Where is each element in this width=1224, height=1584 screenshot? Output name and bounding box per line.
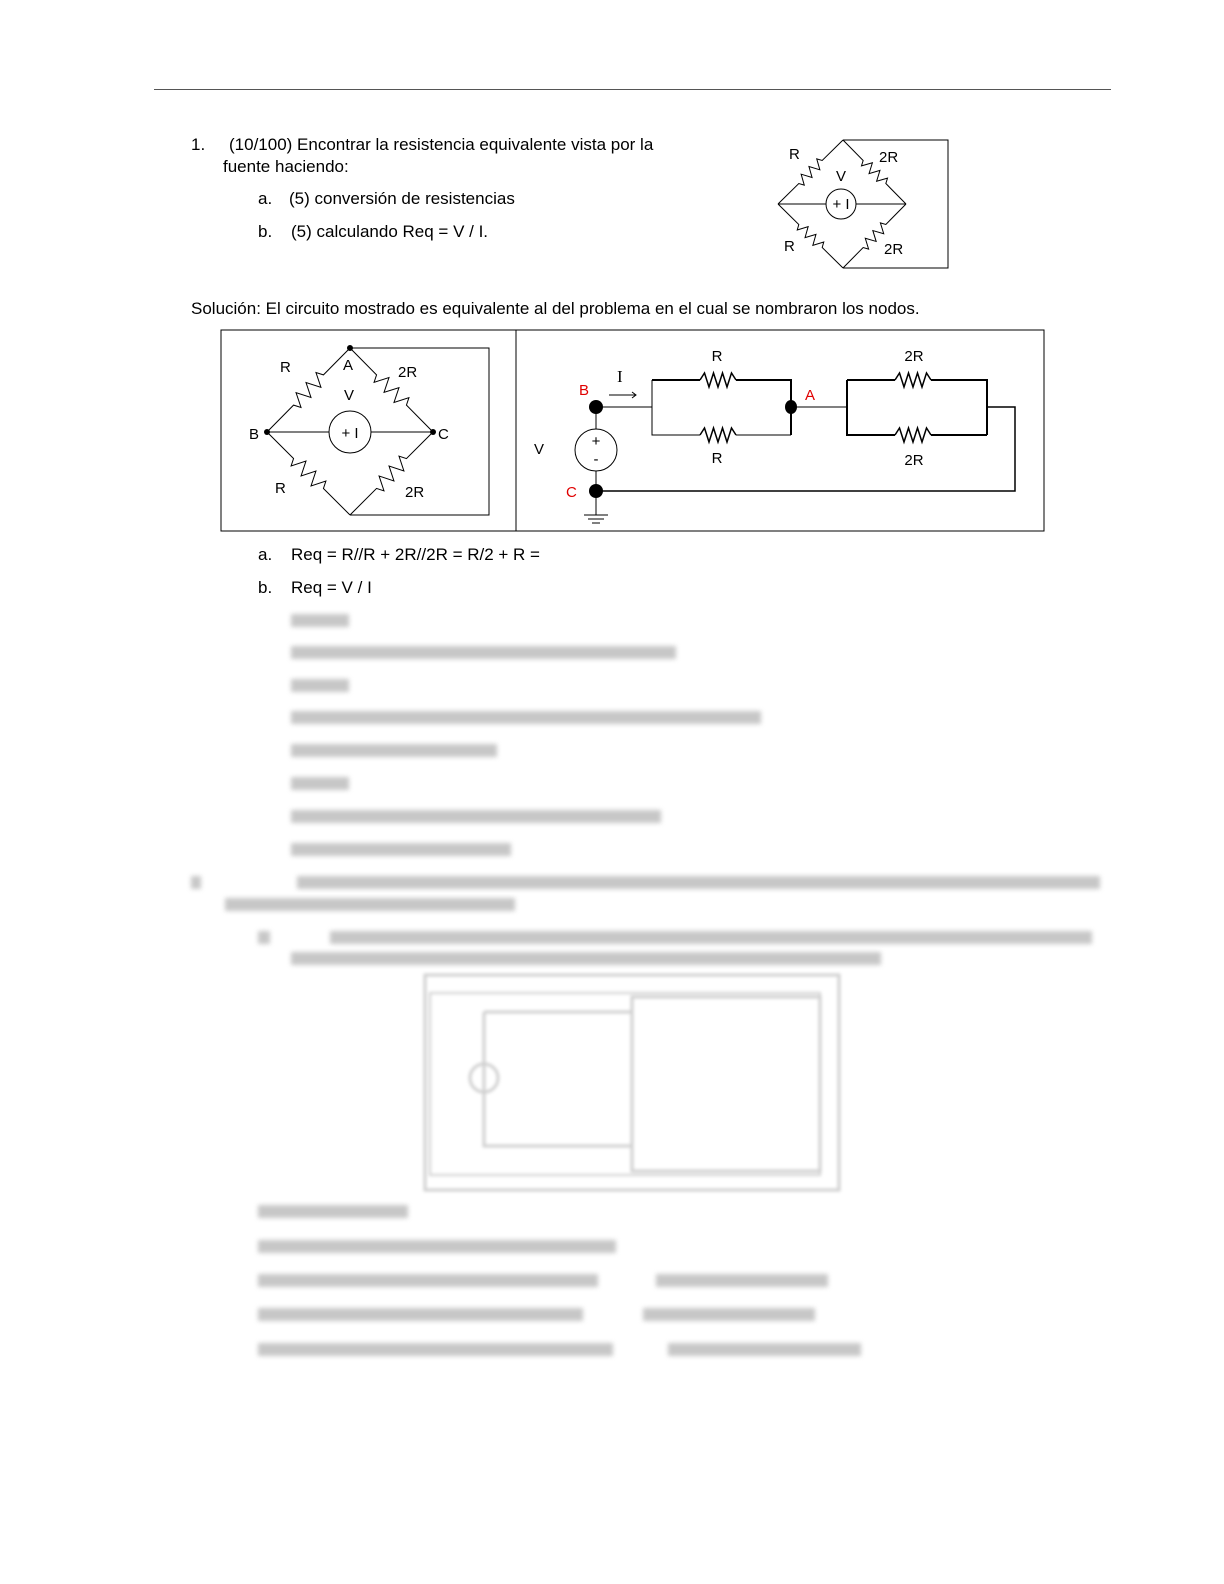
plus-sign: + bbox=[591, 433, 601, 450]
solution-text: Solución: El circuito mostrado es equivalente al del problema en el cual se nombraron los nodos. bbox=[191, 299, 920, 318]
equivalent-series-parallel-circuit bbox=[534, 348, 1015, 523]
solution-item-b-text: Req = V / I bbox=[291, 578, 372, 597]
label-r-bottom: R bbox=[711, 450, 723, 467]
problem-text-line1: (10/100) Encontrar la resistencia equivalente vista por la bbox=[229, 135, 654, 154]
item-a-marker: a. bbox=[258, 189, 273, 208]
problem-number: 1. bbox=[191, 135, 206, 154]
bridge-circuit-named-nodes bbox=[249, 345, 489, 515]
resistor-icon bbox=[895, 428, 931, 442]
resistor-icon bbox=[895, 373, 931, 387]
source-label: + I bbox=[832, 196, 850, 213]
label-2r-bottom: 2R bbox=[405, 484, 425, 501]
label-r-top: R bbox=[789, 146, 800, 163]
resistor-icon bbox=[700, 428, 736, 442]
blurred-figure bbox=[425, 975, 839, 1190]
label-r-top: R bbox=[280, 359, 291, 376]
current-arrow-icon bbox=[609, 392, 636, 398]
node-b-label: B bbox=[579, 382, 590, 399]
node-b-label: B bbox=[249, 426, 260, 443]
source-label: + I bbox=[341, 425, 359, 442]
label-2r-top: 2R bbox=[904, 348, 924, 365]
label-r-top: R bbox=[711, 348, 723, 365]
node-a-label: A bbox=[805, 387, 816, 404]
node-a-dot bbox=[785, 400, 797, 414]
current-label: I bbox=[617, 367, 623, 386]
problem-text-line2: fuente haciendo: bbox=[223, 157, 349, 176]
solution-item-a-text: Req = R//R + 2R//2R = R/2 + R = bbox=[291, 545, 540, 564]
resistor-icon bbox=[700, 373, 736, 387]
item-b-marker: b. bbox=[258, 222, 273, 241]
voltage-label: V bbox=[534, 441, 545, 458]
bridge-circuit-problem bbox=[778, 140, 948, 268]
item-a-text: (5) conversión de resistencias bbox=[289, 189, 515, 208]
label-2r-bottom: 2R bbox=[904, 452, 924, 469]
node-c-label: C bbox=[438, 426, 449, 443]
node-c-label: C bbox=[566, 484, 577, 501]
label-2r-top: 2R bbox=[879, 149, 899, 166]
label-v: V bbox=[344, 387, 355, 404]
item-b-text: (5) calculando Req = V / I. bbox=[291, 222, 489, 241]
label-2r-bottom: 2R bbox=[884, 241, 904, 258]
node-b-dot bbox=[589, 400, 603, 414]
label-v: V bbox=[836, 168, 847, 185]
solution-item-a-marker: a. bbox=[258, 545, 273, 564]
label-r-bottom: R bbox=[275, 480, 286, 497]
solution-item-b-marker: b. bbox=[258, 578, 273, 597]
node-a-label: A bbox=[343, 357, 354, 374]
label-r-bottom: R bbox=[784, 238, 795, 255]
node-c-dot bbox=[589, 484, 603, 498]
minus-sign: - bbox=[593, 451, 599, 468]
ground-icon bbox=[584, 515, 608, 523]
label-2r-top: 2R bbox=[398, 364, 418, 381]
